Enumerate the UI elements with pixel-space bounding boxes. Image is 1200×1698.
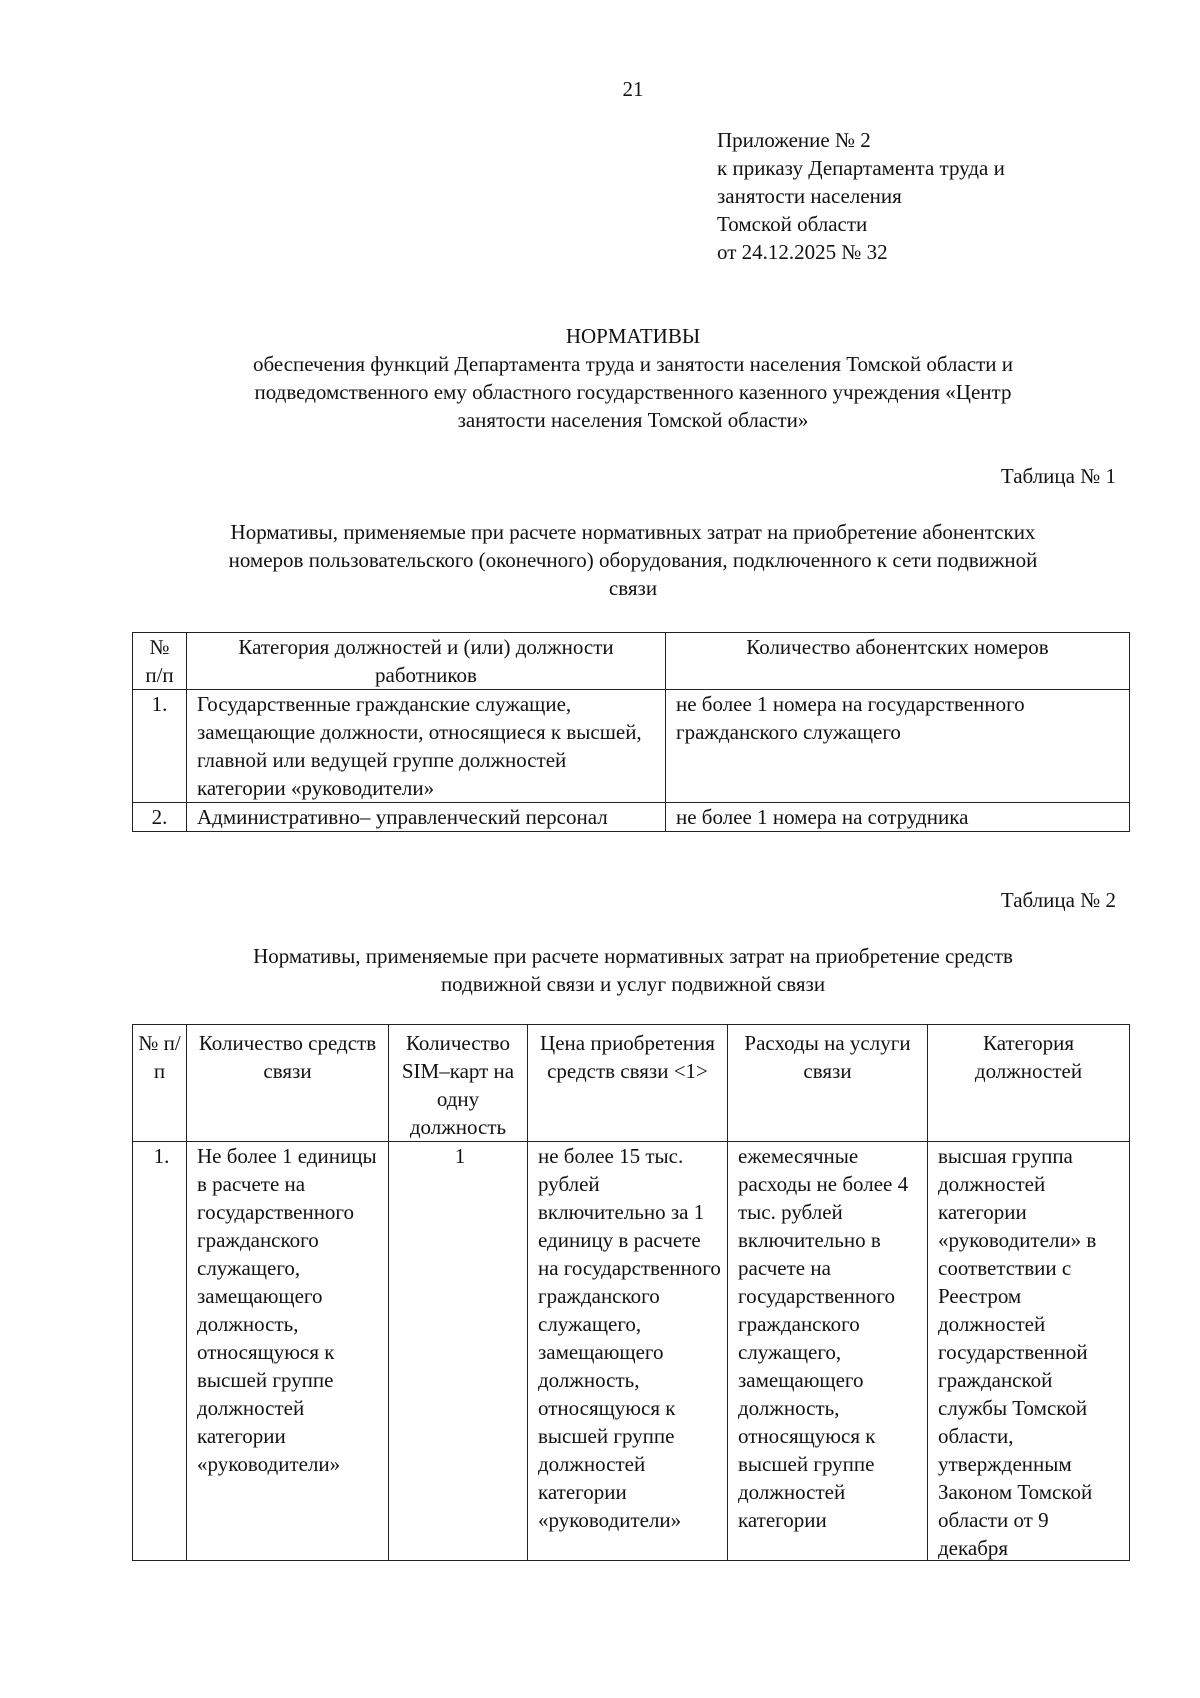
title-line: подведомственного ему областного государственного казенного учреждения «Центр [254,380,1012,404]
header-num: № п/п [133,633,187,690]
caption-line: связи [608,576,658,600]
table-header-row [133,633,1130,690]
row-num [133,1142,187,1561]
caption-line: Нормативы, применяемые при расчете нормативных затрат на приобретение абонентских [230,520,1036,544]
row-num: 2. [133,803,187,832]
appendix-line: от 24.12.2025 № 32 [717,240,888,264]
table-row [133,803,1130,832]
row-category [928,1142,1130,1561]
cell-text: не более 15 тыс. рублей включительно за 1 единицу в расчете на государственного гражданского служащего, замещающего должность, относящуюся к высшей группе должностей категории «руководители» [538,1144,721,1532]
header-price: Цена приобретения средств связи <1> [528,1025,728,1142]
cell-text: высшая группа должностей категории «руководители» в соответствии с Реестром должностей государственной гражданской службы Томской области, утвержденным Законом Томской области от 9 декабря [938,1144,1097,1560]
header-quantity: Количество средств связи [187,1025,389,1142]
row-num: 1. [133,690,187,803]
row-category: Административно– управленческий персонал [187,803,666,832]
caption-line: Нормативы, применяемые при расчете нормативных затрат на приобретение средств [253,944,1013,968]
row-services [728,1142,928,1561]
table-row [133,690,1130,803]
appendix-line: занятости населения [717,184,902,208]
row-count: не более 1 номера на сотрудника [666,803,1130,832]
row-category: Государственные гражданские служащие, замещающие должности, относящиеся к высшей, главной или ведущей группе должностей категории «руководители» [187,690,666,803]
header-services: Расходы на услуги связи [728,1025,928,1142]
document-title [0,322,1200,434]
table2-caption [138,942,1128,998]
cell-text: 1. [153,1144,170,1168]
page-number: 21 [622,77,644,101]
appendix-block [717,126,1005,266]
appendix-line: к приказу Департамента труда и [717,156,1005,180]
row-count: не более 1 номера на государственного гражданского служащего [666,690,1130,803]
table2-label: Таблица № 2 [1000,888,1116,912]
header-num: № п/п [133,1025,187,1142]
header-category: Категория должностей и (или) должности работников [187,633,666,690]
table2 [132,1024,1130,1561]
cell-text: 1 [454,1144,466,1168]
table-row [133,1142,1130,1561]
table1-label: Таблица № 1 [1000,464,1116,488]
table1-caption [138,518,1128,602]
header-category: Категория должностей [928,1025,1130,1142]
row-sim [389,1142,528,1561]
table1 [132,632,1130,832]
row-price [528,1142,728,1561]
row-quantity [187,1142,389,1561]
title-heading: НОРМАТИВЫ [565,324,701,348]
header-count: Количество абонентских номеров [666,633,1130,690]
caption-line: номеров пользовательского (оконечного) оборудования, подключенного к сети подвижной [228,548,1038,572]
appendix-line: Приложение № 2 [717,128,871,152]
header-sim: Количество SIM–карт на одну должность [389,1025,528,1142]
caption-line: подвижной связи и услуг подвижной связи [440,972,826,996]
table-header-row [133,1025,1130,1142]
cell-text: ежемесячные расходы не более 4 тыс. рублей включительно в расчете на государственного гражданского служащего, замещающего должность, относящуюся к высшей группе должностей категории [738,1144,909,1532]
cell-text: Не более 1 единицы в расчете на государственного гражданского служащего, замещающего должность, относящуюся к высшей группе должностей категории «руководители» [197,1144,377,1476]
title-line: обеспечения функций Департамента труда и занятости населения Томской области и [252,352,1014,376]
title-line: занятости населения Томской области» [457,408,809,432]
appendix-line: Томской области [717,212,868,236]
